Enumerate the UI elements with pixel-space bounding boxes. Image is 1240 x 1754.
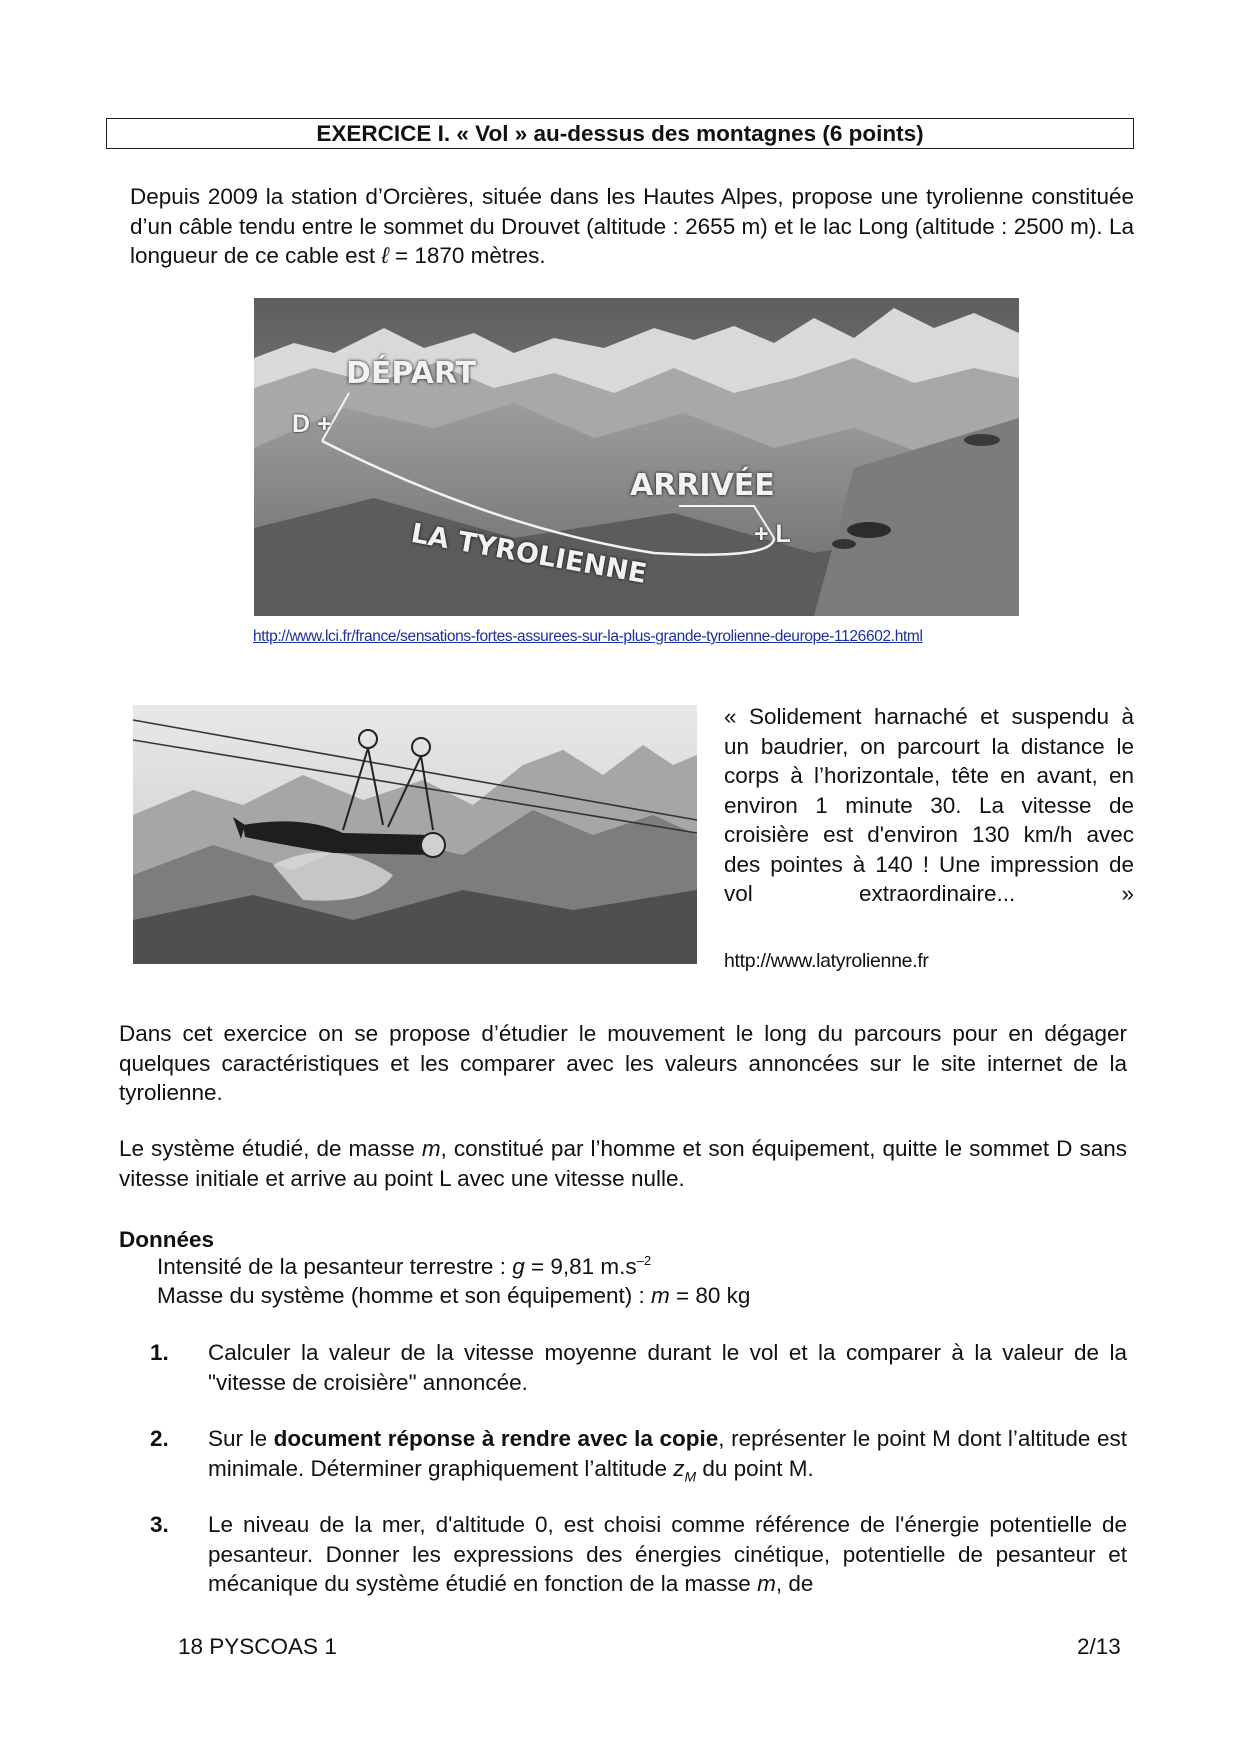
figure1-source: [253, 621, 923, 647]
question-1-number: 1.: [150, 1340, 169, 1365]
latyrolienne-source: http://www.latyrolienne.fr: [724, 950, 929, 972]
mountain-panorama-photo: [254, 298, 1019, 616]
question-3-text: [208, 1510, 1127, 1599]
depart-label: DÉPART: [346, 356, 477, 391]
mass-value: = 80 kg: [669, 1283, 751, 1308]
body-paragraph-2: [119, 1134, 1127, 1193]
altitude-subscript: M: [684, 1468, 697, 1484]
intro-text-end: = 1870 mètres.: [388, 243, 546, 268]
intro-paragraph: [130, 182, 1134, 271]
q2-end: du point M.: [696, 1455, 814, 1481]
point-d-marker: D +: [292, 410, 332, 438]
point-l-marker: + L: [754, 520, 791, 548]
mass-label: Masse du système (homme et son équipement) :: [157, 1283, 651, 1308]
question-2-text: [208, 1424, 1127, 1483]
altitude-variable: z: [673, 1455, 685, 1481]
exercise-title: EXERCICE I. « Vol » au-dessus des montagnes (6 points): [106, 118, 1134, 149]
cable-length-symbol: ℓ: [381, 243, 389, 268]
gravity-label: Intensité de la pesanteur terrestre :: [157, 1254, 513, 1279]
q3-end: , de: [775, 1571, 814, 1596]
lci-source-link[interactable]: http://www.lci.fr/france/sensations-fortes-assurees-sur-la-plus-grande-tyrolienne-deurope-1126602.html: [253, 628, 923, 645]
gravity-variable: g: [512, 1254, 525, 1279]
q2-start: Sur le: [208, 1426, 274, 1451]
mass-line: [157, 1281, 750, 1311]
zipline-rider-photo: [133, 705, 697, 964]
para2-start: Le système étudié, de masse: [119, 1136, 422, 1161]
question-1-text: Calculer la valeur de la vitesse moyenne durant le vol et la comparer à la valeur de la "vitesse de croisière" annoncée.: [208, 1340, 1127, 1395]
q3-start: Le niveau de la mer, d'altitude 0, est choisi comme référence de l'énergie potentielle de pesanteur. Donner les expressions des énergies cinétique, potentielle de pesanteur et mécanique du système étudié en fonction de la masse: [208, 1512, 1127, 1596]
mass-variable: m: [421, 1136, 441, 1161]
arrivee-label: ARRIVÉE: [630, 468, 775, 503]
quote-text: « Solidement harnaché et suspendu à un baudrier, on parcourt la distance le corps à l’horizontale, tête en avant, en environ 1 minute 30. La vitesse de croisière est d'environ 130 km/h avec des pointes à 140 ! Une impression de vol extraordinaire... »: [724, 704, 1134, 906]
gravity-exponent: –2: [636, 1253, 652, 1268]
intro-text-start: Depuis 2009 la station d’Orcières, située dans les Hautes Alpes, propose une tyrolienne constituée d’un câble tendu entre le sommet du Drouvet (altitude : 2655 m) et le lac Long (altitude : 2500 m). La longueur de ce cable est: [130, 184, 1134, 268]
data-heading: Données: [119, 1227, 215, 1252]
body-paragraph-1: Dans cet exercice on se propose d’étudier le mouvement le long du parcours pour en dégager quelques caractéristiques et les comparer avec les valeurs annoncées sur le site internet de la tyrolienne.: [119, 1021, 1127, 1105]
tyrolienne-label: LA TYROLIENNE: [408, 518, 649, 590]
footer-exam-code: 18 PYSCOAS 1: [178, 1634, 337, 1659]
gravity-line: [157, 1252, 651, 1282]
q2-answer-document: document réponse à rendre avec la copie: [273, 1426, 719, 1451]
question-3-number: 3.: [150, 1512, 169, 1537]
footer-page-number: 2/13: [1077, 1634, 1121, 1659]
q2-middle: , représenter le point M dont l’altitude est minimale. Déterminer graphiquement l’altitude: [208, 1426, 1127, 1481]
q3-mass-variable: m: [757, 1571, 776, 1596]
zipline-rider-drawing: [133, 705, 697, 964]
question-2-number: 2.: [150, 1426, 169, 1451]
gravity-value: = 9,81 m.s: [524, 1254, 637, 1279]
mass-line-variable: m: [650, 1283, 670, 1308]
para2-end: , constitué par l’homme et son équipement, quitte le sommet D sans vitesse initiale et arrive au point L avec une vitesse nulle.: [119, 1136, 1127, 1191]
